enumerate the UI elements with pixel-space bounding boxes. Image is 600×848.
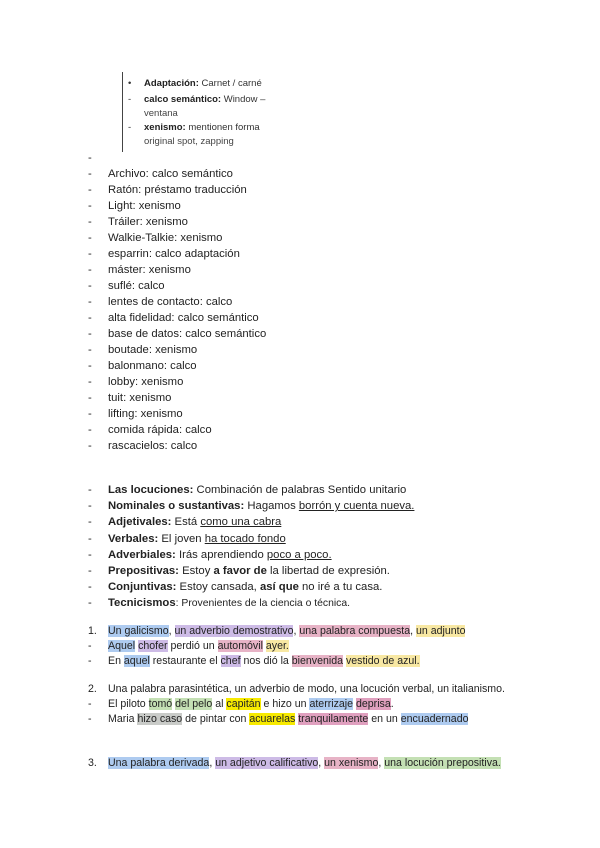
exercise-2-prompt: 2. Una palabra parasintética, un adverbio de modo, una locución verbal, un italianismo. <box>88 683 505 695</box>
exercise-2 <box>88 682 505 727</box>
list-item: - lentes de contacto: calco <box>88 296 233 308</box>
list-item: - Ratón: préstamo traducción <box>88 184 247 196</box>
term-list <box>88 150 266 454</box>
list-item: - esparrin: calco adaptación <box>88 248 240 260</box>
list-item: - boutade: xenismo <box>88 344 198 356</box>
locucion-nominal: - Nominales o sustantivas: Hagamos borrón y cuenta nueva. <box>88 500 415 513</box>
exercise-1-prompt: 1. Un galicismo, un adverbio demostrativo, una palabra compuesta, un adjunto <box>88 625 466 637</box>
brace-line <box>122 72 123 152</box>
fragment-row-calco: - calco semántico: Window – <box>128 94 266 105</box>
list-item: - suflé: calco <box>88 280 165 292</box>
tecnicismos: - Tecnicismos: Provenientes de la ciencia o técnica. <box>88 597 351 610</box>
list-item: - lifting: xenismo <box>88 408 183 420</box>
fragment-row-adaptacion: • Adaptación: Carnet / carné <box>128 78 262 89</box>
list-item: - rascacielos: calco <box>88 440 198 452</box>
list-item: - lobby: xenismo <box>88 376 184 388</box>
list-item: - <box>88 152 92 164</box>
exercise-3 <box>88 756 501 771</box>
exercise-1 <box>88 624 465 669</box>
locucion-prepositiva: - Prepositivas: Estoy a favor de la libertad de expresión. <box>88 564 390 577</box>
exercise-2-sentence-1: - El piloto tomó del pelo al capitán e hizo un aterrizaje deprisa. <box>88 698 394 710</box>
exercise-1-sentence-2: - En aquel restaurante el chef nos dió la bienvenida vestido de azul. <box>88 655 420 667</box>
list-item: - máster: xenismo <box>88 264 191 276</box>
fragment-row-calco-cont: ventana <box>144 108 178 119</box>
locuciones-list <box>88 482 414 612</box>
locucion-adverbial: - Adverbiales: Irás aprendiendo poco a poco. <box>88 548 332 561</box>
exercise-3-prompt: 3. Una palabra derivada, un adjetivo calificativo, un xenismo, una locución prepositiva. <box>88 757 501 769</box>
locucion-definition: - Las locuciones: Combinación de palabras Sentido unitario <box>88 484 407 496</box>
list-item: - Archivo: calco semántico <box>88 168 233 180</box>
locucion-verbal: - Verbales: El joven ha tocado fondo <box>88 532 286 545</box>
list-item: - Tráiler: xenismo <box>88 216 188 228</box>
list-item: - balonmano: calco <box>88 360 197 372</box>
list-item: - alta fidelidad: calco semántico <box>88 312 259 324</box>
exercise-1-sentence-1: - Aquel chofer perdió un automóvil ayer. <box>88 640 289 652</box>
fragment-row-xenismo-cont: original spot, zapping <box>144 136 234 147</box>
embedded-image-fragment <box>118 70 308 155</box>
list-item: - base de datos: calco semántico <box>88 328 267 340</box>
locucion-conjuntiva: - Conjuntivas: Estoy cansada, así que no iré a tu casa. <box>88 581 383 594</box>
list-item: - tuit: xenismo <box>88 392 172 404</box>
fragment-row-xenismo: - xenismo: mentionen forma <box>128 122 260 133</box>
list-item: - Light: xenismo <box>88 200 181 212</box>
list-item: - comida rápida: calco <box>88 424 212 436</box>
list-item: - Walkie-Talkie: xenismo <box>88 232 223 244</box>
exercise-2-sentence-2: - Maria hizo caso de pintar con acuarelas tranquilamente en un encuadernado <box>88 713 469 725</box>
locucion-adjetival: - Adjetivales: Está como una cabra <box>88 516 282 529</box>
